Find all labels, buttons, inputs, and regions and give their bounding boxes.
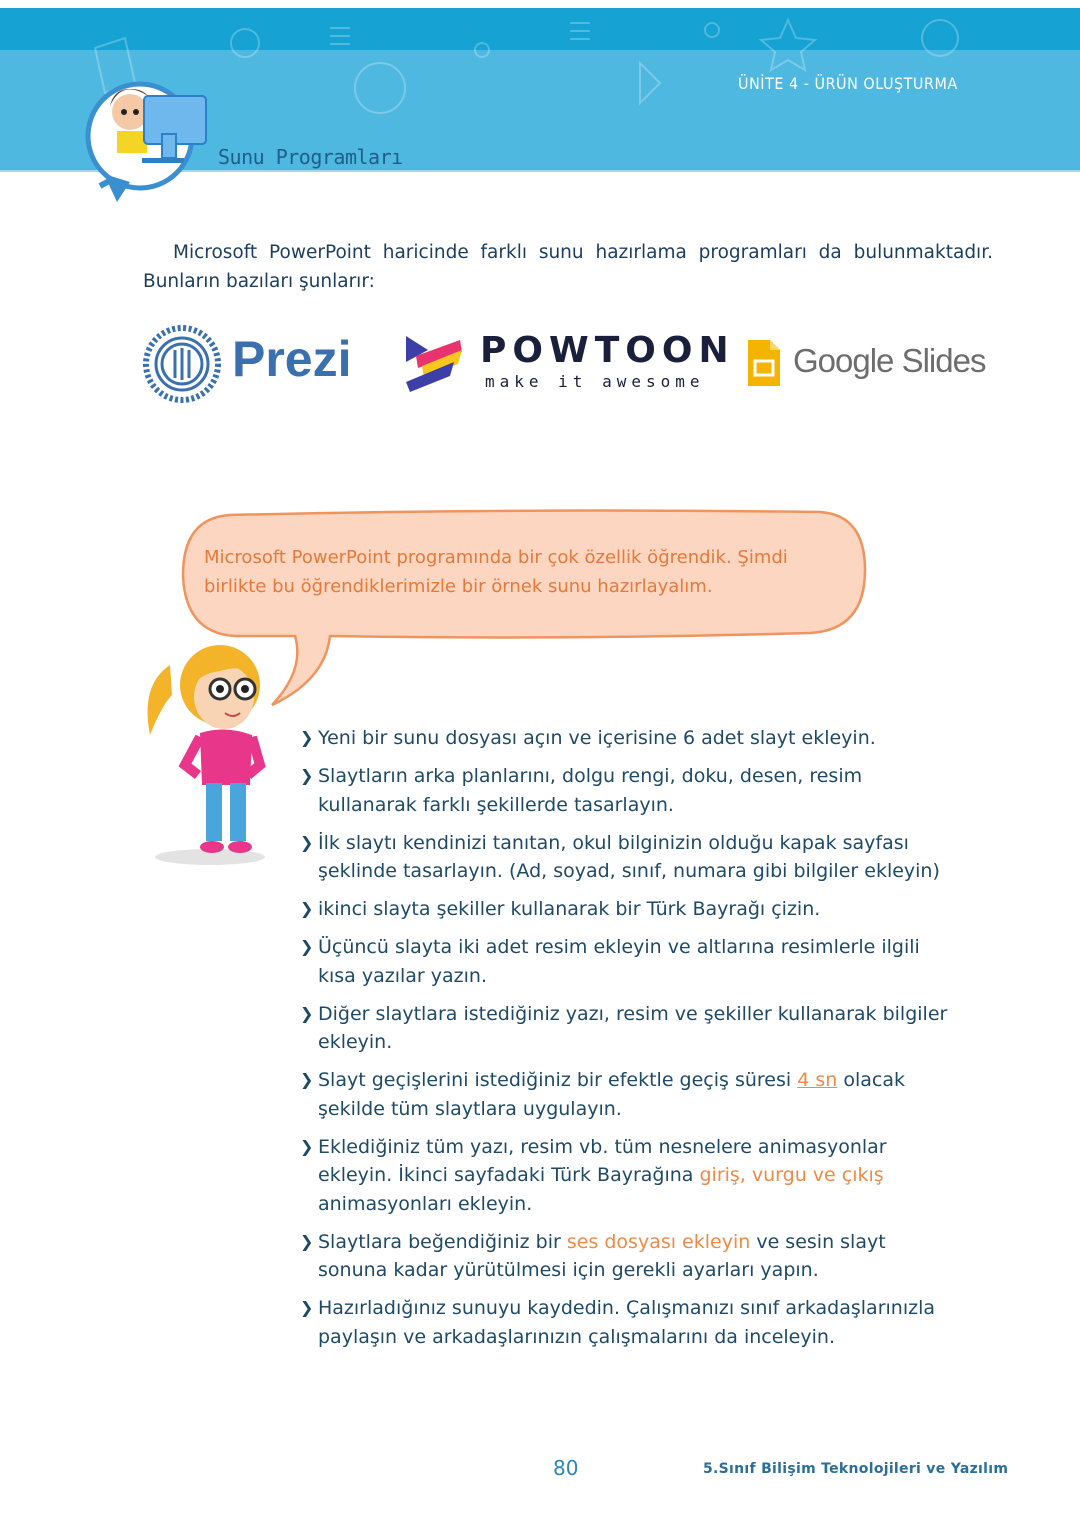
task-text: Hazırladığınız sunuyu kaydedin. Çalışmanızı sınıf arkadaşlarınızla paylaşın ve arkadaşlarınızın çalışmalarını da inceleyin. (318, 1297, 935, 1348)
page-number: 80 (553, 1456, 579, 1480)
task-item (300, 1228, 960, 1285)
chevron-right-icon: ❯ (300, 832, 314, 852)
task-item (300, 724, 960, 753)
highlighted-text: giriş, vurgu ve çıkış (699, 1164, 884, 1186)
chevron-right-icon: ❯ (300, 1003, 314, 1023)
task-item (300, 1133, 960, 1219)
task-text: olacak şekilde tüm slaytlara uygulayın. (318, 1069, 905, 1120)
unit-title: ÜNİTE 4 - ÜRÜN OLUŞTURMA (738, 74, 958, 93)
chevron-right-icon: ❯ (300, 728, 314, 747)
task-text: ve sesin slayt sonuna kadar yürütülmesi için gerekli ayarları yapın. (318, 1230, 886, 1281)
task-text: Yeni bir sunu dosyası açın ve içerisine 6 adet slayt ekleyin. (318, 727, 876, 749)
google-slides-logo-text: Google Slides (793, 342, 986, 379)
highlighted-text: 4 sn (797, 1069, 838, 1091)
task-text: Slayt geçişlerini istediğiniz bir efektle geçiş süresi (318, 1069, 798, 1091)
chevron-right-icon: ❯ (300, 1070, 314, 1089)
task-text: Eklediğiniz tüm yazı, resim vb. tüm nesnelere animasyonlar ekleyin. İkinci sayfadaki Türk Bayrağına (318, 1135, 887, 1186)
highlighted-text: ses dosyası ekleyin (566, 1230, 751, 1253)
task-text: animasyonları ekleyin. (318, 1192, 533, 1215)
powtoon-logo-text: POWTOON (480, 330, 735, 371)
task-text: Slaytlara beğendiğiniz bir (318, 1230, 567, 1253)
task-text: Slaytların arka planlarını, dolgu rengi, doku, desen, resim kullanarak farklı şekillerde tasarlayın. (318, 765, 863, 816)
chevron-right-icon: ❯ (300, 1298, 314, 1317)
task-item (300, 1066, 960, 1123)
chevron-right-icon: ❯ (300, 1136, 314, 1156)
task-text: ikinci slayta şekiller kullanarak bir Türk Bayrağı çizin. (318, 898, 821, 920)
task-text: İlk slaytı kendinizi tanıtan, okul bilginizin olduğu kapak sayfası şeklinde tasarlayın. (Ad, soyad, sınıf, numara gibi bilgiler ekleyin) (318, 831, 940, 882)
task-item (300, 933, 960, 990)
task-item (300, 895, 960, 924)
intro-paragraph: Microsoft PowerPoint haricinde farklı sunu hazırlama programları da bulunmaktadır. Bunların bazıları şunlarır: (143, 241, 993, 292)
task-list (300, 724, 960, 1361)
girl-character-illustration (140, 625, 285, 870)
prezi-logo-text: Prezi (232, 331, 352, 387)
speech-bubble (0, 0, 1080, 720)
task-item (300, 1294, 960, 1351)
chevron-right-icon: ❯ (300, 899, 314, 918)
task-text: Diğer slaytlara istediğiniz yazı, resim ve şekiller kullanarak bilgiler ekleyin. (318, 1002, 948, 1053)
task-item (300, 829, 960, 886)
chevron-right-icon: ❯ (300, 766, 314, 785)
task-item (300, 1000, 960, 1057)
powtoon-tagline: make it awesome (485, 372, 705, 391)
chevron-right-icon: ❯ (300, 937, 314, 956)
section-title: Sunu Programları (218, 145, 403, 169)
task-item (300, 762, 960, 819)
chevron-right-icon: ❯ (300, 1231, 314, 1251)
book-title: 5.Sınıf Bilişim Teknolojileri ve Yazılım (703, 1461, 1009, 1477)
speech-bubble-text: Microsoft PowerPoint programında bir çok özellik öğrendik. Şimdi birlikte bu öğrendiklerimizle bir örnek sunu hazırlayalım. (204, 547, 788, 597)
task-text: Üçüncü slayta iki adet resim ekleyin ve altlarına resimlerle ilgili kısa yazılar yazın. (318, 936, 920, 987)
